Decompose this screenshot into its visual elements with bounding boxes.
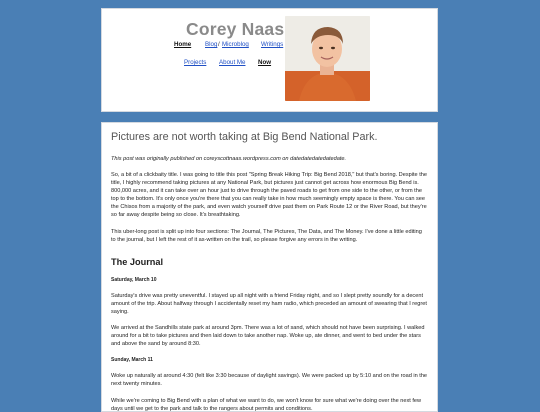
journal-paragraph: While we're coming to Big Bend with a plan of what we want to do, we won't know for sure what we're doing over the next few days until we get to the park and talk to the rangers about permits and conditions.: [111, 397, 428, 412]
nav-now-link[interactable]: Now: [258, 59, 271, 66]
nav-writings-link[interactable]: Writings: [261, 41, 283, 48]
nav-about-link[interactable]: About Me: [219, 59, 245, 66]
journal-date: Sunday, March 11: [111, 357, 428, 364]
nav-home-link[interactable]: Home: [174, 41, 191, 48]
journal-heading: The Journal: [111, 257, 428, 268]
nav-separator: /: [218, 41, 220, 48]
site-title[interactable]: Corey Naas: [186, 19, 284, 40]
original-publication-note: This post was originally published on coreyscottnaas.wordpress.com on datedatedatedatedate.: [111, 156, 428, 163]
post-card: [101, 122, 438, 412]
intro-paragraph: This uber-long post is split up into four sections: The Journal, The Pictures, The Data, and The Money. I've done a little editing to the journal, but I left the rest of it as-written on the trail, so please forgive any errors in the writing.: [111, 228, 428, 244]
intro-paragraph: So, a bit of a clickbaity title. I was going to title this post "Spring Break Hiking Trip: Big Bend 2018," but that's boring. Despite the title, I highly recommend taking pictures at any National Park, but pictures just cannot get across how enormous Big Bend is. 800,000 acres, and it can take over an hour just to drive through the paved roads to get from one side to the other, or from the top to the bottom. It's only once you're there that you can really take in how much seemingly empty space is there. You can see the Chisos from a majority of the park, and even watch yourself drive past them on Park Route 12 or the River Road, but they're so far away despite being so close. It's breathtaking.: [111, 171, 428, 220]
nav-blog-link[interactable]: Blog: [205, 41, 217, 48]
journal-paragraph: We arrived at the Sandhills state park at around 3pm. There was a lot of sand, which should not have been surprising. I walked around for a bit to take pictures and then laid down to take another nap. Woke up, ate dinner, and went to bed under the stars and above the sand by around 8:30.: [111, 324, 428, 348]
avatar-photo: [285, 16, 370, 101]
journal-paragraph: Saturday's drive was pretty uneventful. I stayed up all night with a friend Friday night, and so I slept pretty soundly for a decent amount of the trip. About halfway through I accidentally reset my ham radio, which preceded an amount of swearing that I regret saying.: [111, 292, 428, 316]
post-title: Pictures are not worth taking at Big Bend National Park.: [111, 131, 428, 144]
journal-date: Saturday, March 10: [111, 277, 428, 284]
journal-paragraph: Woke up naturally at around 4:30 (felt like 3:30 because of daylight savings). We were packed up by 5:10 and on the road in the next twenty minutes.: [111, 372, 428, 388]
nav-projects-link[interactable]: Projects: [184, 59, 206, 66]
nav-microblog-link[interactable]: Microblog: [222, 41, 249, 48]
header-card: [101, 8, 438, 112]
